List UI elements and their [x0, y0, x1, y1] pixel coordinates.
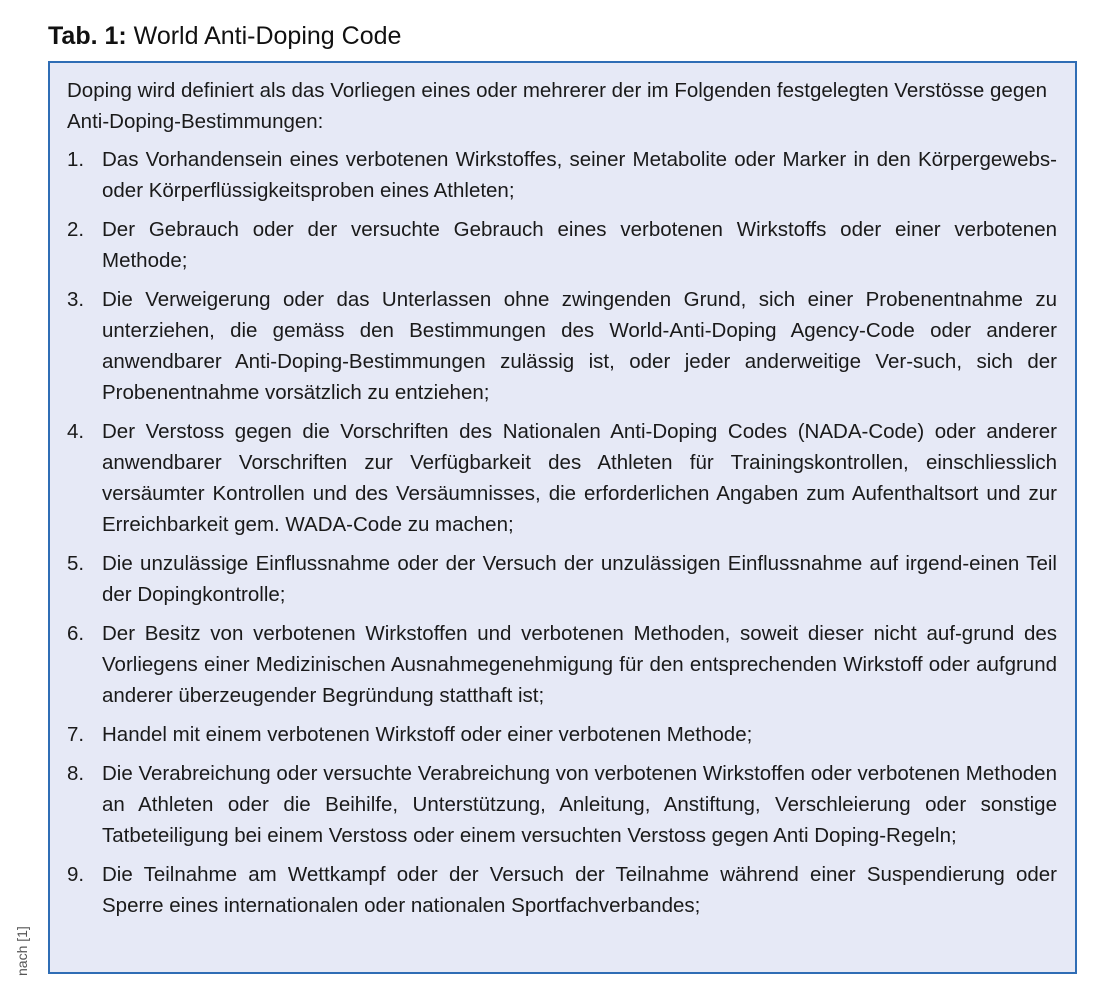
source-note: nach [1] — [14, 926, 30, 976]
list-item-number: 8. — [67, 762, 85, 785]
intro-paragraph: Doping wird definiert als das Vorliegen eines oder mehrerer der im Folgenden festgelegten Verstösse gegen Anti-Doping-Bestimmungen: — [67, 79, 1048, 133]
list-item-number: 9. — [67, 863, 85, 886]
list-item-number: 5. — [67, 552, 85, 575]
list-item-number: 1. — [67, 148, 85, 171]
list-item — [67, 719, 1057, 750]
list-item-text: Der Verstoss gegen die Vorschriften des Nationalen Anti-Doping Codes (NADA-Code) oder anderer anwendbarer Vorschriften zur Verfügbarkeit des Athleten für Trainingskontrollen, einschliesslich versäumter Kontrollen und des Versäumnisses, die erforderlichen Angaben zum Aufenthaltsort und zur Erreichbarkeit gem. WADA-Code zu machen; — [102, 420, 1057, 536]
list-item — [67, 618, 1057, 711]
list-item-text: Die Teilnahme am Wettkampf oder der Versuch der Teilnahme während einer Suspendierung oder Sperre eines internationalen oder nationalen Sportfachverbandes; — [102, 863, 1057, 917]
list-item — [67, 859, 1057, 921]
list-item-text: Die unzulässige Einflussnahme oder der Versuch der unzulässigen Einflussnahme auf irgend-einen Teil der Dopingkontrolle; — [102, 552, 1057, 606]
list-item-number: 3. — [67, 288, 85, 311]
table-title: World Anti-Doping Code — [133, 22, 402, 50]
violation-list — [67, 144, 1057, 921]
list-item — [67, 548, 1057, 610]
list-item — [67, 284, 1057, 408]
list-item-text: Der Gebrauch oder der versuchte Gebrauch eines verbotenen Wirkstoffs oder einer verbotenen Methode; — [102, 218, 1057, 272]
list-item-text: Das Vorhandensein eines verbotenen Wirkstoffes, seiner Metabolite oder Marker in den Körpergewebs- oder Körperflüssigkeitsproben eines Athleten; — [102, 148, 1057, 202]
table-caption — [48, 20, 401, 52]
list-item-number: 2. — [67, 218, 85, 241]
list-item-number: 4. — [67, 420, 85, 443]
list-item-text: Die Verabreichung oder versuchte Verabreichung von verbotenen Wirkstoffen oder verbotenen Methoden an Athleten oder die Beihilfe, Unterstützung, Anleitung, Anstiftung, Verschleierung oder sonstige Tatbeteiligung bei einem Verstoss oder einem versuchten Verstoss gegen Anti Doping-Regeln; — [102, 762, 1057, 847]
list-item-text: Handel mit einem verbotenen Wirkstoff oder einer verbotenen Methode; — [102, 723, 753, 746]
list-item-text: Die Verweigerung oder das Unterlassen ohne zwingenden Grund, sich einer Probenentnahme zu unterziehen, die gemäss den Bestimmungen des World-Anti-Doping Agency-Code oder anderer anwendbarer Anti-Doping-Bestimmungen zulässig ist, oder jeder anderweitige Ver-such, sich der Probenentnahme vorsätzlich zu entziehen; — [102, 288, 1057, 404]
list-item — [67, 416, 1057, 540]
list-item-number: 6. — [67, 622, 85, 645]
definition-box — [48, 61, 1077, 974]
list-item-number: 7. — [67, 723, 85, 746]
list-item-text: Der Besitz von verbotenen Wirkstoffen und verbotenen Methoden, soweit dieser nicht auf-grund des Vorliegens einer Medizinischen Ausnahmegenehmigung für den entsprechenden Wirkstoff oder aufgrund anderer überzeugender Begründung statthaft ist; — [102, 622, 1057, 707]
list-item — [67, 758, 1057, 851]
list-item — [67, 144, 1057, 206]
list-item — [67, 214, 1057, 276]
table-label: Tab. 1: — [48, 22, 127, 50]
